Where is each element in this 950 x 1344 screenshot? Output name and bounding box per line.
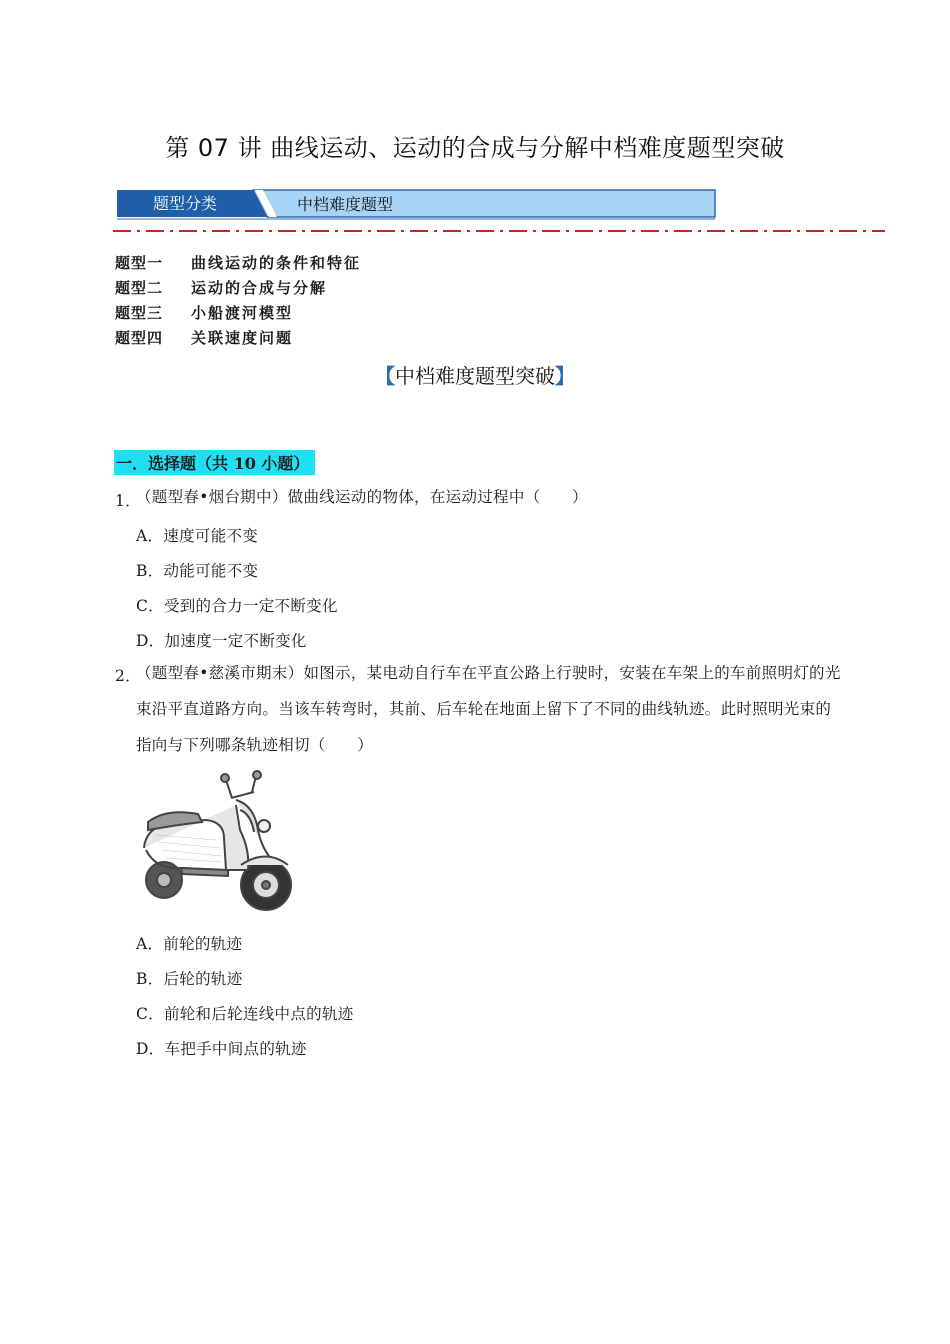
section-heading [0, 360, 950, 389]
topic-key: 题型二 [115, 279, 164, 297]
topic-value: 关联速度问题 [191, 329, 294, 347]
dash-dot-divider [113, 227, 885, 235]
topic-value: 运动的合成与分解 [191, 279, 328, 297]
topic-list [115, 251, 361, 351]
question-text: （题型春•慈溪市期末）如图示，某电动自行车在平直公路上行驶时，安装在车架上的车前照明灯的光束沿平直道路方向。当该车转弯时，其前、后车轮在地面上留下了不同的曲线轨迹。此时照明光束的指向与下列哪条轨迹相切（ ） [136, 664, 841, 754]
topic-item [115, 276, 361, 301]
topic-key: 题型四 [115, 329, 164, 347]
topic-key: 题型一 [115, 254, 164, 272]
option-d: D．加速度一定不断变化 [136, 632, 307, 650]
option-a: A．前轮的轨迹 [136, 935, 243, 953]
topic-value: 曲线运动的条件和特征 [191, 254, 362, 272]
banner-left-label: 题型分类 [153, 194, 218, 213]
option-c: C．受到的合力一定不断变化 [136, 597, 338, 615]
topic-value: 小船渡河模型 [191, 304, 294, 322]
option-c: C．前轮和后轮连线中点的轨迹 [136, 1005, 354, 1023]
part-heading: 一．选择题（共 10 小题） [114, 450, 315, 475]
topic-key: 题型三 [115, 304, 164, 322]
scooter-image [136, 770, 301, 915]
topic-item [115, 251, 361, 276]
bracket-close: 】 [555, 364, 575, 388]
category-banner [115, 188, 720, 220]
topic-item [115, 301, 361, 326]
option-a: A．速度可能不变 [136, 527, 259, 545]
question-number: 1． [115, 492, 141, 510]
question-text: （题型春•烟台期中）做曲线运动的物体，在运动过程中（ ） [136, 488, 588, 506]
option-d: D．车把手中间点的轨迹 [136, 1040, 307, 1058]
option-b: B．动能可能不变 [136, 562, 259, 580]
banner-right-label: 中档难度题型 [297, 195, 394, 214]
question-number: 2． [115, 667, 141, 685]
topic-item [115, 326, 361, 351]
page-title: 第 07 讲 曲线运动、运动的合成与分解中档难度题型突破 [165, 134, 785, 162]
bracket-open: 【 [375, 364, 395, 388]
option-b: B．后轮的轨迹 [136, 970, 243, 988]
section-heading-text: 中档难度题型突破 [395, 364, 555, 388]
